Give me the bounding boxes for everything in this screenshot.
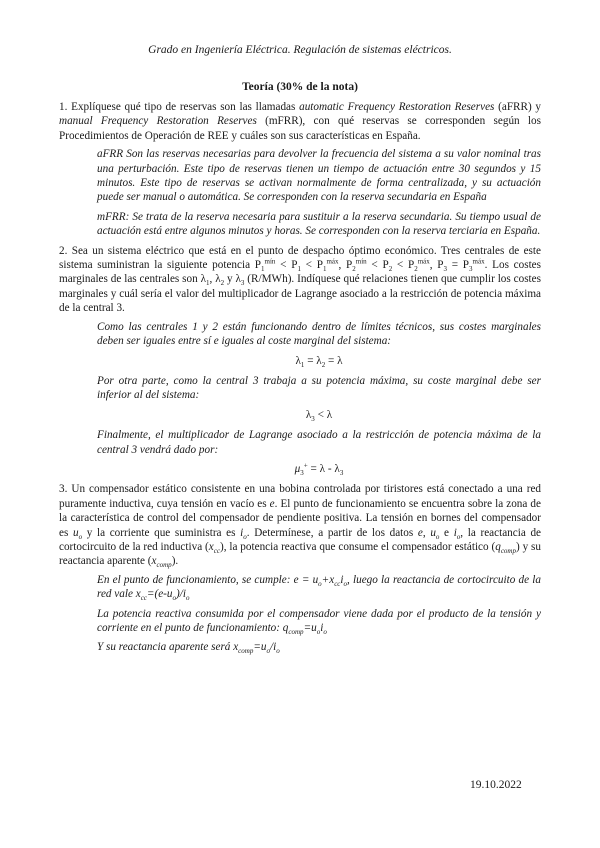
section-title: Teoría (30% de la nota) xyxy=(242,81,358,93)
question-1-term-afrr: automatic Frequency Restoration Reserves xyxy=(299,101,495,113)
equation-mu3: $\mu_3^+ = \lambda - \lambda_3$ xyxy=(294,461,344,478)
document-body xyxy=(59,100,541,660)
question-3: 3. Un compensador estático consistente en una bobina controlada por tiristores está conectado a una red puramente inductiva, cuya tensión en vacío es e. El punto de funcionamiento se encuentra sobre la zona de la característica de control del compensador de pendiente positiva. La tensión en bornes del compensador es $u_o$ y la corriente que suministra es $i_o$. Determínese, a partir de los datos e, $u_o$ e $i_o$, la reactancia de cortocircuito de la red inductiva $(x_{cc})$, la potencia reactiva que consume el compensador estático $(q_{comp})$ y su reactancia aparente $(x_{comp})$. xyxy=(59,483,542,570)
answer-mfrr: mFRR: Se trata de la reserva necesaria para sustituir a la reserva secundaria. Su tiempo usual de actuación está entre algunos minutos y horas. Se corresponden con la reserva terciaria en España. xyxy=(97,210,541,238)
equation-lambda3-less: $\lambda_3 < \lambda$ xyxy=(305,408,333,423)
answer-3-part-2: La potencia reactiva consumida por el compensador viene dada por el producto de la tensión y corriente en el punto de funcionamiento: $q_{comp}=u_oi_o$ xyxy=(97,607,541,637)
document-header: Grado en Ingeniería Eléctrica. Regulación de sistemas eléctricos. xyxy=(148,44,452,56)
question-1 xyxy=(59,100,541,143)
question-1-text: 1. Explíquese qué tipo de reservas son las llamadas xyxy=(59,101,300,113)
question-2: 2. Sea un sistema eléctrico que está en el punto de despacho óptimo económico. Tres centrales de este sistema suministran la siguiente potencia $P_1^{mín} < P_1 < P_1^{máx}$, $P_2^{mín} < P_2 < P_2^{máx}$, $P_3 = P_3^{máx}$. Los costes marginales de las centrales son $\lambda_1$, $\lambda_2$ y $\lambda_3$ (R/MWh). Indíquese qué relaciones tienen que cumplir los costes marginales y cuál sería el valor del multiplicador de Lagrange asociado a la restricción de potencia máxima de la central 3. xyxy=(59,244,541,315)
answer-3-part-3: Y su reactancia aparente será $x_{comp}=u_o/i_o$ xyxy=(97,641,280,656)
answer-2-part-1: Como las centrales 1 y 2 están funcionando dentro de límites técnicos, sus costes marginales deben ser iguales entre sí e iguales al coste marginal del sistema: xyxy=(97,320,541,348)
question-1-term-mfrr: manual Frequency Restoration Reserves xyxy=(59,115,257,128)
question-1-text: (aFRR) y xyxy=(494,101,542,113)
answer-afrr: aFRR Son las reservas necesarias para devolver la frecuencia del sistema a su valor nominal tras una perturbación. Este tipo de reservas tienen un tiempo de actuación entre 30 segundos y 15 minutos. Este tipo de reservas se activan normalmente de forma centralizada, y su actuación puede ser manual o automática. Se corresponden con la reserva secundaria en España xyxy=(97,148,541,204)
answer-3-part-1: En el punto de funcionamiento, se cumple: $e = u_o+x_{cc}i_o$, luego la reactancia de cortocircuito de la red vale $x_{cc}=(e-u_o)/i_o$ xyxy=(97,573,541,603)
footer-date: 19.10.2022 xyxy=(470,779,522,791)
answer-2-part-3: Finalmente, el multiplicador de Lagrange asociado a la restricción de potencia máxima de la central 3 vendrá dado por: xyxy=(97,429,541,456)
question-1-text: (mFRR), con qué reservas se corresponden según los Procedimientos de Operación de REE y cuáles son sus características en España. xyxy=(59,115,541,142)
equation-lambda-equal: $\lambda_1 = \lambda_2 = \lambda$ xyxy=(295,354,343,369)
answer-2-part-2: Por otra parte, como la central 3 trabaja a su potencia máxima, su coste marginal debe ser inferior al del sistema: xyxy=(97,374,541,402)
